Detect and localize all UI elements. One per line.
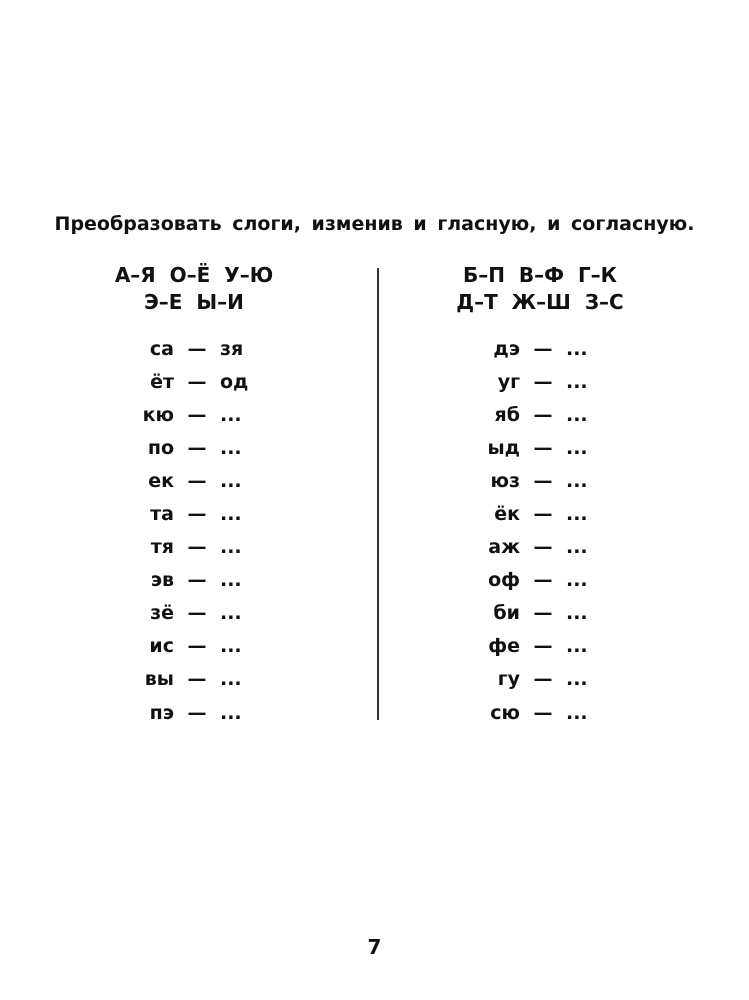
syllable: гу xyxy=(497,668,520,691)
answer: ... xyxy=(220,602,242,625)
syllable: пэ xyxy=(149,701,174,724)
syllable-row xyxy=(84,663,304,696)
dash: — xyxy=(187,701,207,724)
answer: ... xyxy=(220,701,242,724)
answer: ... xyxy=(220,536,242,559)
syllable: вы xyxy=(144,668,174,691)
syllable-row xyxy=(84,464,304,497)
dash: — xyxy=(187,569,207,592)
answer: ... xyxy=(220,469,242,492)
left-syllable-list xyxy=(84,332,304,729)
syllable: аж xyxy=(488,536,520,559)
syllable-row xyxy=(84,497,304,530)
dash: — xyxy=(187,602,207,625)
syllable-row xyxy=(84,332,304,365)
right-column-header xyxy=(430,262,650,316)
answer: ... xyxy=(220,569,242,592)
syllable: ис xyxy=(149,635,174,658)
syllable-row xyxy=(84,597,304,630)
answer: ... xyxy=(220,503,242,526)
dash: — xyxy=(187,469,207,492)
answer: ... xyxy=(220,436,242,459)
syllable-row xyxy=(430,531,650,564)
dash: — xyxy=(187,436,207,459)
dash: — xyxy=(533,436,553,459)
syllable-row xyxy=(430,564,650,597)
dash: — xyxy=(533,469,553,492)
dash: — xyxy=(187,337,207,360)
answer: ... xyxy=(220,403,242,426)
syllable: тя xyxy=(150,536,174,559)
syllable: са xyxy=(149,337,174,360)
left-header-line-1: А–Я О–Ё У–Ю xyxy=(114,263,274,287)
answer: ... xyxy=(566,668,588,691)
answer: ... xyxy=(566,569,588,592)
dash: — xyxy=(187,370,207,393)
right-column-consonant-pairs xyxy=(430,262,650,729)
syllable: эв xyxy=(150,569,174,592)
dash: — xyxy=(533,536,553,559)
dash: — xyxy=(187,503,207,526)
syllable-row xyxy=(430,464,650,497)
page-number: 7 xyxy=(367,935,382,959)
dash: — xyxy=(533,701,553,724)
syllable-row xyxy=(84,531,304,564)
exercise-instruction: Преобразовать слоги, изменив и гласную, и согласную. xyxy=(54,213,695,235)
dash: — xyxy=(533,403,553,426)
dash: — xyxy=(187,635,207,658)
dash: — xyxy=(187,536,207,559)
syllable-row xyxy=(430,332,650,365)
syllable-row xyxy=(430,497,650,530)
syllable-row xyxy=(430,398,650,431)
answer: ... xyxy=(566,701,588,724)
answer: ... xyxy=(566,469,588,492)
syllable-row xyxy=(430,696,650,729)
syllable: оф xyxy=(488,569,520,592)
syllable: по xyxy=(147,436,174,459)
dash: — xyxy=(187,668,207,691)
syllable: сю xyxy=(490,701,520,724)
answer: ... xyxy=(566,337,588,360)
right-header-line-2: Д–Т Ж–Ш З–С xyxy=(456,290,624,314)
right-header-line-1: Б–П В–Ф Г–К xyxy=(462,263,618,287)
syllable-row xyxy=(84,696,304,729)
answer: ... xyxy=(566,536,588,559)
syllable: кю xyxy=(142,403,174,426)
dash: — xyxy=(533,668,553,691)
answer: ... xyxy=(566,370,588,393)
syllable: уг xyxy=(497,370,520,393)
answer: ... xyxy=(220,668,242,691)
syllable-row xyxy=(430,663,650,696)
answer: зя xyxy=(220,337,244,360)
dash: — xyxy=(533,602,553,625)
answer: ... xyxy=(566,503,588,526)
dash: — xyxy=(187,403,207,426)
syllable: би xyxy=(493,602,520,625)
syllable-row xyxy=(84,398,304,431)
syllable-row xyxy=(84,431,304,464)
dash: — xyxy=(533,569,553,592)
syllable: ёк xyxy=(494,503,520,526)
syllable-row xyxy=(430,630,650,663)
answer: ... xyxy=(566,403,588,426)
left-column-header xyxy=(84,262,304,316)
syllable: та xyxy=(150,503,174,526)
syllable: зё xyxy=(150,602,174,625)
syllable-row xyxy=(430,431,650,464)
syllable: юз xyxy=(490,469,520,492)
syllable: ыд xyxy=(487,436,520,459)
answer: ... xyxy=(566,436,588,459)
syllable-row xyxy=(84,365,304,398)
syllable-row xyxy=(430,365,650,398)
dash: — xyxy=(533,503,553,526)
syllable: дэ xyxy=(493,337,520,360)
syllable-row xyxy=(84,630,304,663)
answer: од xyxy=(220,370,249,393)
answer: ... xyxy=(220,635,242,658)
answer: ... xyxy=(566,635,588,658)
dash: — xyxy=(533,370,553,393)
answer: ... xyxy=(566,602,588,625)
syllable: ек xyxy=(148,469,174,492)
left-column-vowel-pairs xyxy=(84,262,304,729)
syllable-row xyxy=(84,564,304,597)
syllable-row xyxy=(430,597,650,630)
syllable: фе xyxy=(488,635,520,658)
syllable: ёт xyxy=(150,370,174,393)
syllable: яб xyxy=(494,403,520,426)
dash: — xyxy=(533,337,553,360)
right-syllable-list xyxy=(430,332,650,729)
column-divider xyxy=(377,268,379,720)
dash: — xyxy=(533,635,553,658)
left-header-line-2: Э–Е Ы–И xyxy=(144,290,244,314)
